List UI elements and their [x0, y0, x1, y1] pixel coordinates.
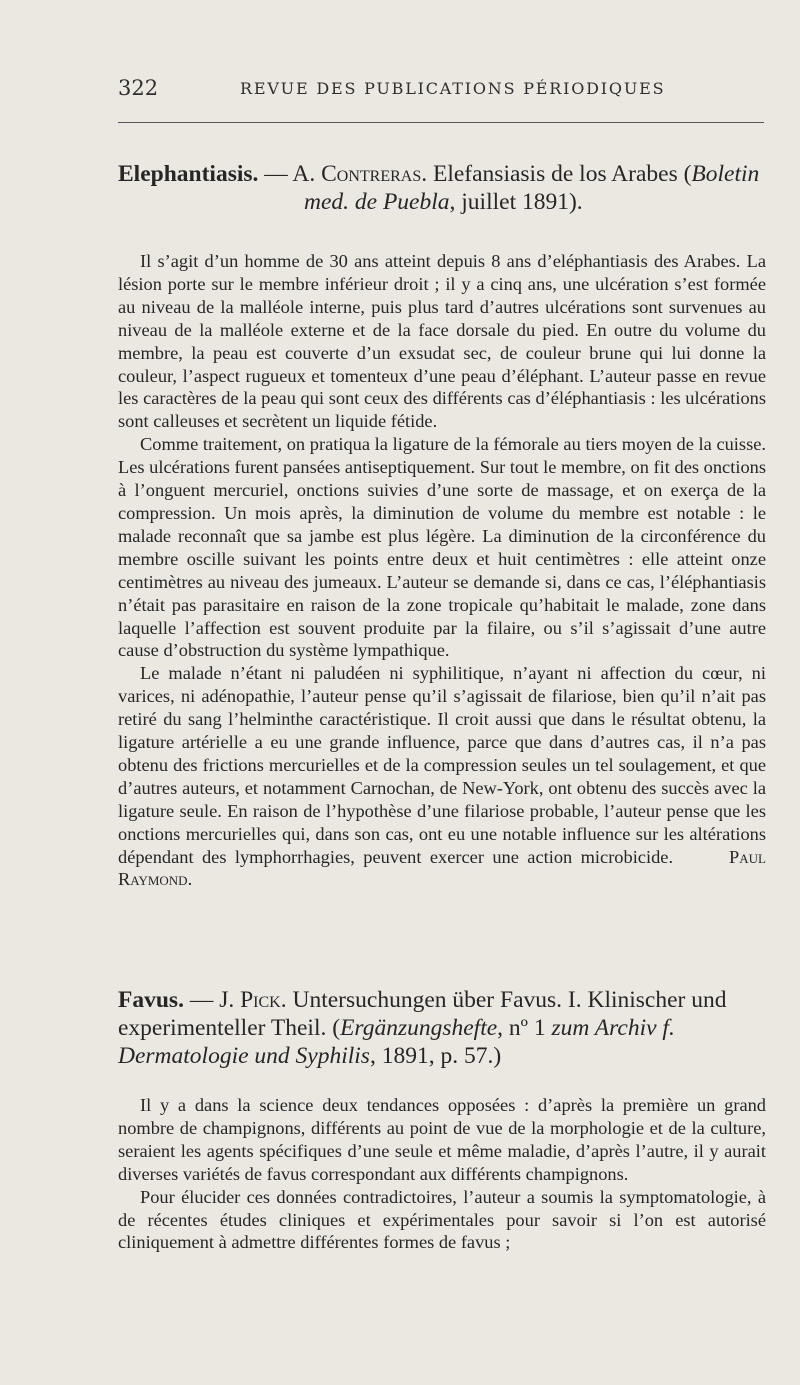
article-favus	[118, 986, 766, 1254]
paragraph: Il y a dans la science deux tendances opposées : d’après la première un grand nombre de champignons, différents au point de vue de la morphologie et de la culture, seraient les agents spécifiques d’une seule et même maladie, d’après l’autre, il y aurait diverses variétés de favus correspondant aux différents champignons.	[118, 1095, 766, 1184]
article-title: Favus. — J. Pick. Untersuchungen über Favus. I. Klinischer und experimenteller Theil. (Ergänzungshefte, nº 1 zum Archiv f. Dermatologie und Syphilis, 1891, p. 57.)	[118, 987, 727, 1069]
article-keyword: Favus.	[118, 987, 184, 1013]
article-body	[118, 250, 766, 891]
page-header	[118, 76, 764, 106]
article-author: Pick	[240, 987, 281, 1013]
page-number: 322	[118, 76, 159, 100]
running-title: REVUE DES PUBLICATIONS PÉRIODIQUES	[240, 79, 666, 98]
article-keyword: Elephantiasis.	[118, 161, 259, 187]
article-body	[118, 1094, 766, 1254]
journal-name: Boletin	[691, 161, 760, 187]
article-elephantiasis	[118, 160, 766, 891]
article-title: Elephantiasis. — A. Contreras. Elefansiasis de los Arabes (Boletin	[118, 161, 760, 187]
paragraph: Comme traitement, on pratiqua la ligature de la fémorale au tiers moyen de la cuisse. Les ulcérations furent pansées antiseptiquement. Sur tout le membre, on fit des onctions à l’onguent mercuriel, onctions suivies d’une sorte de massage, et on exerça de la compression. Un mois après, la diminution de volume du membre est notable : le malade reconnaît que sa jambe est plus légère. La diminution de la circonférence du membre oscille suivant les points entre deux et huit centimètres : elle atteint onze centimètres au niveau des jumeaux. L’auteur se demande si, dans ce cas, l’éléphantiasis n’était pas parasitaire en raison de la zone tropicale qu’habitait le malade, zone dans laquelle l’affection est souvent produite par la filaire, ou s’il s’agissait d’une autre cause d’obstruction du système lympathique.	[118, 434, 766, 661]
article-title-line2: med. de Puebla, juillet 1891).	[304, 189, 583, 215]
paragraph: Le malade n’étant ni paludéen ni syphilitique, n’ayant ni affection du cœur, ni varices, ni adénopathie, l’auteur pense qu’il s’agissait de filariose, bien qu’il n’ait pas retiré du sang l’helminthe caractéristique. Il croit aussi que dans le résultat obtenu, la ligature artérielle a eu une grande influence, parce que dans d’autres cas, il n’a pas obtenu des frictions mercurielles et de la compression seules un tel soulagement, et que d’autres auteurs, et notamment Carnochan, de New-York, ont obtenu des succès avec la ligature seule. En raison de l’hypothèse d’une filariose probable, l’auteur pense que les onctions mercurielles qui, dans son cas, ont eu une notable influence sur les altérations dépendant des lymphorrhagies, peuvent exercer une action microbicide. Paul Raymond.	[118, 663, 766, 890]
header-rule	[118, 122, 764, 123]
signature: Paul Raymond.	[118, 846, 766, 890]
paragraph: Il s’agit d’un homme de 30 ans atteint depuis 8 ans d’eléphantiasis des Arabes. La lésion porte sur le membre inférieur droit ; il y a cinq ans, une ulcération s’est formée au niveau de la malléole interne, puis plus tard d’autres ulcérations sont survenues au niveau de la malléole externe et de la face dorsale du pied. En outre du volume du membre, la peau est couverte d’un exsudat sec, de couleur brune qui lui donne la couleur, l’aspect rugueux et tomenteux d’une peau d’éléphant. L’auteur passe en revue les caractères de la peau qui sont ceux des différents cas d’éléphantiasis : les ulcérations sont calleuses et secrètent un liquide fétide.	[118, 251, 766, 432]
journal-name: Ergänzungshefte	[340, 1015, 498, 1041]
article-author: Contreras	[321, 161, 422, 187]
paragraph: Pour élucider ces données contradictoires, l’auteur a soumis la symptomatologie, à de récentes études cliniques et expérimentales pour savoir si l’on est autorisé cliniquement à admettre différentes formes de favus ;	[118, 1186, 766, 1253]
